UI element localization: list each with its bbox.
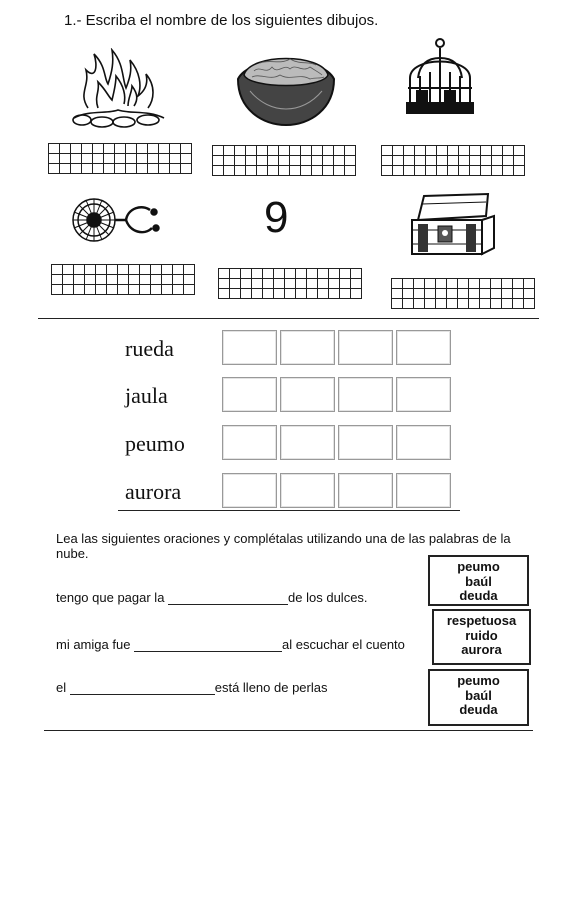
letter-cell[interactable] — [230, 279, 241, 289]
letter-cell[interactable] — [334, 146, 345, 156]
section-divider-1 — [38, 318, 539, 319]
fire-icon — [68, 48, 170, 128]
syllable-box[interactable] — [280, 473, 335, 508]
letter-cell[interactable] — [115, 164, 126, 174]
sentence-1-before: tengo que pagar la — [56, 590, 169, 605]
sentence-2-after: al escuchar el cuento — [282, 637, 405, 652]
letter-cell[interactable] — [71, 154, 82, 164]
letter-cell[interactable] — [235, 166, 246, 176]
letter-cell[interactable] — [49, 154, 60, 164]
letter-cell[interactable] — [524, 279, 535, 289]
letter-cell[interactable] — [481, 166, 492, 176]
letter-cell[interactable] — [469, 299, 480, 309]
letter-cell[interactable] — [224, 166, 235, 176]
letter-cell[interactable] — [447, 289, 458, 299]
letter-cell[interactable] — [107, 265, 118, 275]
letter-cell[interactable] — [74, 265, 85, 275]
letter-cell[interactable] — [312, 156, 323, 166]
letter-cell[interactable] — [470, 146, 481, 156]
word-cloud-3 — [428, 669, 529, 726]
letter-cell[interactable] — [129, 285, 140, 295]
letter-cell[interactable] — [524, 289, 535, 299]
letter-cell[interactable] — [104, 154, 115, 164]
letter-cell[interactable] — [448, 156, 459, 166]
letter-cell[interactable] — [480, 279, 491, 289]
letter-cell[interactable] — [159, 154, 170, 164]
letter-cell[interactable] — [307, 289, 318, 299]
letter-cell[interactable] — [213, 156, 224, 166]
letter-cell[interactable] — [252, 279, 263, 289]
letter-cell[interactable] — [170, 144, 181, 154]
letter-cell[interactable] — [415, 146, 426, 156]
letter-cell[interactable] — [447, 299, 458, 309]
letter-cell[interactable] — [252, 289, 263, 299]
letter-cell[interactable] — [323, 146, 334, 156]
letter-cell[interactable] — [63, 265, 74, 275]
letter-cell[interactable] — [137, 154, 148, 164]
sentence-2 — [56, 637, 405, 652]
letter-cell[interactable] — [503, 156, 514, 166]
letter-cell[interactable] — [382, 156, 393, 166]
letter-cell[interactable] — [415, 166, 426, 176]
letter-cell[interactable] — [414, 299, 425, 309]
letter-cell[interactable] — [351, 289, 362, 299]
letter-cell[interactable] — [118, 275, 129, 285]
letter-cell[interactable] — [404, 166, 415, 176]
letter-cell[interactable] — [323, 166, 334, 176]
letter-cell[interactable] — [82, 154, 93, 164]
letter-cell[interactable] — [524, 299, 535, 309]
letter-cell[interactable] — [184, 265, 195, 275]
letter-cell[interactable] — [274, 289, 285, 299]
letter-cell[interactable] — [140, 275, 151, 285]
letter-cell[interactable] — [426, 166, 437, 176]
syllable-box[interactable] — [396, 330, 451, 365]
letter-cell[interactable] — [274, 269, 285, 279]
letter-cell[interactable] — [107, 285, 118, 295]
letter-cell[interactable] — [96, 275, 107, 285]
letter-cell[interactable] — [492, 156, 503, 166]
letter-cell[interactable] — [447, 279, 458, 289]
letter-cell[interactable] — [268, 156, 279, 166]
letter-cell[interactable] — [213, 146, 224, 156]
letter-cell[interactable] — [268, 146, 279, 156]
letter-cell[interactable] — [307, 269, 318, 279]
sentence-1 — [56, 590, 368, 605]
letter-cell[interactable] — [448, 166, 459, 176]
word-aurora: aurora — [125, 479, 182, 504]
letter-cell[interactable] — [137, 144, 148, 154]
syllable-box[interactable] — [222, 425, 277, 460]
letter-cell[interactable] — [470, 156, 481, 166]
letter-cell[interactable] — [436, 289, 447, 299]
letter-cell[interactable] — [170, 164, 181, 174]
letter-cell[interactable] — [340, 289, 351, 299]
letter-cell[interactable] — [148, 144, 159, 154]
letter-cell[interactable] — [74, 275, 85, 285]
letter-cell[interactable] — [436, 279, 447, 289]
letter-cell[interactable] — [285, 269, 296, 279]
letter-cell[interactable] — [514, 156, 525, 166]
letter-cell[interactable] — [514, 166, 525, 176]
letter-cell[interactable] — [246, 156, 257, 166]
letter-cell[interactable] — [170, 154, 181, 164]
letter-cell[interactable] — [502, 299, 513, 309]
letter-cell[interactable] — [246, 166, 257, 176]
letter-cell[interactable] — [104, 144, 115, 154]
letter-cell[interactable] — [285, 279, 296, 289]
treasure-chest-icon — [408, 190, 498, 258]
letter-cell[interactable] — [414, 279, 425, 289]
letter-cell[interactable] — [480, 289, 491, 299]
syllable-box[interactable] — [222, 473, 277, 508]
letter-cell[interactable] — [148, 154, 159, 164]
letter-cell[interactable] — [392, 299, 403, 309]
letter-cell[interactable] — [151, 285, 162, 295]
syllable-box[interactable] — [396, 425, 451, 460]
cloud-1-word: baúl — [465, 573, 492, 589]
letter-cell[interactable] — [184, 285, 195, 295]
letter-cell[interactable] — [159, 164, 170, 174]
letter-cell[interactable] — [318, 289, 329, 299]
letter-cell[interactable] — [279, 166, 290, 176]
letter-cell[interactable] — [224, 146, 235, 156]
letter-cell[interactable] — [285, 289, 296, 299]
letter-cell[interactable] — [85, 265, 96, 275]
number-nine: 9 — [264, 193, 289, 242]
letter-cell[interactable] — [514, 146, 525, 156]
letter-cell[interactable] — [126, 164, 137, 174]
letter-cell[interactable] — [71, 144, 82, 154]
letter-cell[interactable] — [184, 275, 195, 285]
word-peumo: peumo — [125, 431, 185, 456]
letter-cell[interactable] — [263, 279, 274, 289]
word-jaula: jaula — [125, 383, 168, 408]
sentence-1-blank[interactable] — [168, 592, 288, 605]
letter-cell[interactable] — [219, 279, 230, 289]
letter-cell[interactable] — [323, 156, 334, 166]
letter-cell[interactable] — [345, 156, 356, 166]
letter-cell[interactable] — [82, 164, 93, 174]
cloud-2-word: respetuosa — [446, 613, 517, 628]
letter-cell[interactable] — [425, 279, 436, 289]
letter-cell[interactable] — [448, 146, 459, 156]
letter-cell[interactable] — [129, 265, 140, 275]
letter-cell[interactable] — [257, 156, 268, 166]
birdcage-icon — [400, 38, 480, 122]
letter-cell[interactable] — [425, 299, 436, 309]
letter-cell[interactable] — [230, 269, 241, 279]
letter-cell[interactable] — [126, 144, 137, 154]
letter-cell[interactable] — [437, 156, 448, 166]
letter-cell[interactable] — [115, 154, 126, 164]
answer-grid-fire[interactable] — [48, 143, 192, 174]
letter-cell[interactable] — [137, 164, 148, 174]
letter-cell[interactable] — [296, 279, 307, 289]
letter-cell[interactable] — [329, 279, 340, 289]
letter-cell[interactable] — [513, 279, 524, 289]
syllable-box[interactable] — [222, 377, 277, 412]
letter-cell[interactable] — [340, 279, 351, 289]
letter-cell[interactable] — [49, 144, 60, 154]
letter-cell[interactable] — [93, 144, 104, 154]
letter-cell[interactable] — [181, 164, 192, 174]
letter-cell[interactable] — [96, 265, 107, 275]
letter-cell[interactable] — [425, 289, 436, 299]
answer-grid-wheel[interactable] — [51, 264, 195, 295]
cloud-3-word: peumo — [457, 673, 500, 688]
letter-cell[interactable] — [263, 289, 274, 299]
letter-cell[interactable] — [129, 275, 140, 285]
sentence-3 — [56, 680, 327, 695]
letter-cell[interactable] — [241, 269, 252, 279]
cloud-1-word: deuda — [459, 588, 498, 603]
letter-cell[interactable] — [481, 156, 492, 166]
letter-cell[interactable] — [235, 156, 246, 166]
letter-cell[interactable] — [503, 146, 514, 156]
letter-cell[interactable] — [52, 275, 63, 285]
wheel-and-hook-icon — [70, 196, 170, 246]
letter-cell[interactable] — [93, 154, 104, 164]
syllable-box[interactable] — [396, 473, 451, 508]
cloud-2-word: aurora — [461, 642, 502, 657]
letter-cell[interactable] — [173, 265, 184, 275]
letter-cell[interactable] — [104, 164, 115, 174]
letter-cell[interactable] — [52, 285, 63, 295]
letter-cell[interactable] — [318, 269, 329, 279]
letter-cell[interactable] — [436, 299, 447, 309]
word-rueda: rueda — [125, 336, 174, 361]
letter-cell[interactable] — [481, 146, 492, 156]
letter-cell[interactable] — [246, 146, 257, 156]
letter-cell[interactable] — [140, 265, 151, 275]
syllable-box[interactable] — [338, 473, 393, 508]
letter-cell[interactable] — [93, 164, 104, 174]
sentence-1-after: de los dulces. — [288, 590, 368, 605]
letter-cell[interactable] — [279, 156, 290, 166]
letter-cell[interactable] — [492, 166, 503, 176]
sentence-2-blank[interactable] — [134, 639, 282, 652]
letter-cell[interactable] — [148, 164, 159, 174]
letter-cell[interactable] — [52, 265, 63, 275]
letter-cell[interactable] — [290, 166, 301, 176]
letter-cell[interactable] — [115, 144, 126, 154]
letter-cell[interactable] — [415, 156, 426, 166]
letter-cell[interactable] — [318, 279, 329, 289]
cloud-1-word: peumo — [457, 559, 500, 574]
letter-cell[interactable] — [502, 289, 513, 299]
letter-cell[interactable] — [257, 166, 268, 176]
letter-cell[interactable] — [351, 269, 362, 279]
letter-cell[interactable] — [296, 289, 307, 299]
letter-cell[interactable] — [173, 275, 184, 285]
syllable-box[interactable] — [338, 425, 393, 460]
sentence-3-blank[interactable] — [70, 682, 215, 695]
answer-grid-nine[interactable] — [218, 268, 362, 299]
letter-cell[interactable] — [382, 166, 393, 176]
letter-cell[interactable] — [290, 156, 301, 166]
syllable-box[interactable] — [396, 377, 451, 412]
letter-cell[interactable] — [301, 146, 312, 156]
letter-cell[interactable] — [404, 146, 415, 156]
cloud-3-word: deuda — [459, 702, 498, 717]
letter-cell[interactable] — [403, 289, 414, 299]
letter-cell[interactable] — [382, 146, 393, 156]
letter-cell[interactable] — [458, 299, 469, 309]
letter-cell[interactable] — [503, 166, 514, 176]
letter-cell[interactable] — [329, 289, 340, 299]
letter-cell[interactable] — [458, 289, 469, 299]
letter-cell[interactable] — [393, 156, 404, 166]
syllable-box[interactable] — [338, 330, 393, 365]
letter-cell[interactable] — [345, 166, 356, 176]
letter-cell[interactable] — [63, 285, 74, 295]
word-cloud-1 — [428, 555, 529, 606]
syllable-box[interactable] — [338, 377, 393, 412]
letter-cell[interactable] — [60, 144, 71, 154]
letter-cell[interactable] — [492, 146, 503, 156]
word-section-underline — [118, 510, 460, 511]
letter-cell[interactable] — [334, 156, 345, 166]
letter-cell[interactable] — [414, 289, 425, 299]
letter-cell[interactable] — [60, 164, 71, 174]
letter-cell[interactable] — [181, 154, 192, 164]
letter-cell[interactable] — [312, 146, 323, 156]
letter-cell[interactable] — [268, 166, 279, 176]
letter-cell[interactable] — [162, 265, 173, 275]
letter-cell[interactable] — [63, 275, 74, 285]
sentence-3-after: está lleno de perlas — [214, 680, 328, 695]
section-divider-2 — [44, 730, 533, 731]
syllable-box[interactable] — [280, 330, 335, 365]
letter-cell[interactable] — [301, 166, 312, 176]
exercise-title: 1.- Escriba el nombre de los siguientes dibujos. — [64, 12, 379, 29]
letter-cell[interactable] — [82, 144, 93, 154]
letter-cell[interactable] — [334, 166, 345, 176]
letter-cell[interactable] — [437, 166, 448, 176]
letter-cell[interactable] — [513, 289, 524, 299]
letter-cell[interactable] — [469, 289, 480, 299]
cloud-3-word: baúl — [465, 687, 492, 703]
letter-cell[interactable] — [301, 156, 312, 166]
letter-cell[interactable] — [312, 166, 323, 176]
letter-cell[interactable] — [71, 164, 82, 174]
letter-cell[interactable] — [60, 154, 71, 164]
letter-cell[interactable] — [49, 164, 60, 174]
word-cloud-2 — [432, 609, 531, 665]
letter-cell[interactable] — [118, 265, 129, 275]
letter-cell[interactable] — [491, 289, 502, 299]
letter-cell[interactable] — [219, 289, 230, 299]
sentence-2-before: mi amiga fue — [56, 637, 135, 652]
letter-cell[interactable] — [219, 269, 230, 279]
cloud-2-word: ruido — [465, 627, 498, 643]
letter-cell[interactable] — [403, 279, 414, 289]
letter-cell[interactable] — [74, 285, 85, 295]
letter-cell[interactable] — [393, 146, 404, 156]
letter-cell[interactable] — [151, 275, 162, 285]
letter-cell[interactable] — [351, 279, 362, 289]
letter-cell[interactable] — [96, 285, 107, 295]
letter-cell[interactable] — [85, 285, 96, 295]
letter-cell[interactable] — [263, 269, 274, 279]
letter-cell[interactable] — [502, 279, 513, 289]
letter-cell[interactable] — [181, 144, 192, 154]
letter-cell[interactable] — [393, 166, 404, 176]
letter-cell[interactable] — [469, 279, 480, 289]
letter-cell[interactable] — [480, 299, 491, 309]
answer-grid-cage[interactable] — [381, 145, 525, 176]
letter-cell[interactable] — [151, 265, 162, 275]
letter-cell[interactable] — [257, 146, 268, 156]
letter-cell[interactable] — [340, 269, 351, 279]
letter-cell[interactable] — [159, 144, 170, 154]
syllable-box[interactable] — [280, 425, 335, 460]
letter-cell[interactable] — [491, 279, 502, 289]
letter-cell[interactable] — [470, 166, 481, 176]
letter-cell[interactable] — [404, 156, 415, 166]
letter-cell[interactable] — [403, 299, 414, 309]
letter-cell[interactable] — [230, 289, 241, 299]
letter-cell[interactable] — [426, 156, 437, 166]
letter-cell[interactable] — [279, 146, 290, 156]
letter-cell[interactable] — [274, 279, 285, 289]
letter-cell[interactable] — [392, 289, 403, 299]
sentence-3-before: el — [56, 680, 70, 695]
letter-cell[interactable] — [459, 166, 470, 176]
letter-cell[interactable] — [162, 285, 173, 295]
letter-cell[interactable] — [307, 279, 318, 289]
letter-cell[interactable] — [241, 279, 252, 289]
letter-cell[interactable] — [296, 269, 307, 279]
letter-cell[interactable] — [252, 269, 263, 279]
letter-cell[interactable] — [459, 156, 470, 166]
letter-cell[interactable] — [213, 166, 224, 176]
letter-cell[interactable] — [107, 275, 118, 285]
letter-cell[interactable] — [458, 279, 469, 289]
syllable-box[interactable] — [222, 330, 277, 365]
letter-cell[interactable] — [345, 146, 356, 156]
letter-cell[interactable] — [235, 146, 246, 156]
instruction-text: Lea las siguientes oraciones y complétalas utilizando una de las palabras de la nube. — [56, 531, 511, 561]
letter-cell[interactable] — [329, 269, 340, 279]
syllable-box[interactable] — [280, 377, 335, 412]
walnut-icon — [230, 45, 342, 129]
letter-cell[interactable] — [224, 156, 235, 166]
letter-cell[interactable] — [513, 299, 524, 309]
letter-cell[interactable] — [173, 285, 184, 295]
letter-cell[interactable] — [437, 146, 448, 156]
letter-cell[interactable] — [140, 285, 151, 295]
answer-grid-chest[interactable] — [391, 278, 535, 309]
letter-cell[interactable] — [241, 289, 252, 299]
letter-cell[interactable] — [290, 146, 301, 156]
letter-cell[interactable] — [118, 285, 129, 295]
letter-cell[interactable] — [491, 299, 502, 309]
answer-grid-walnut[interactable] — [212, 145, 356, 176]
letter-cell[interactable] — [426, 146, 437, 156]
letter-cell[interactable] — [85, 275, 96, 285]
letter-cell[interactable] — [162, 275, 173, 285]
letter-cell[interactable] — [459, 146, 470, 156]
letter-cell[interactable] — [392, 279, 403, 289]
letter-cell[interactable] — [126, 154, 137, 164]
